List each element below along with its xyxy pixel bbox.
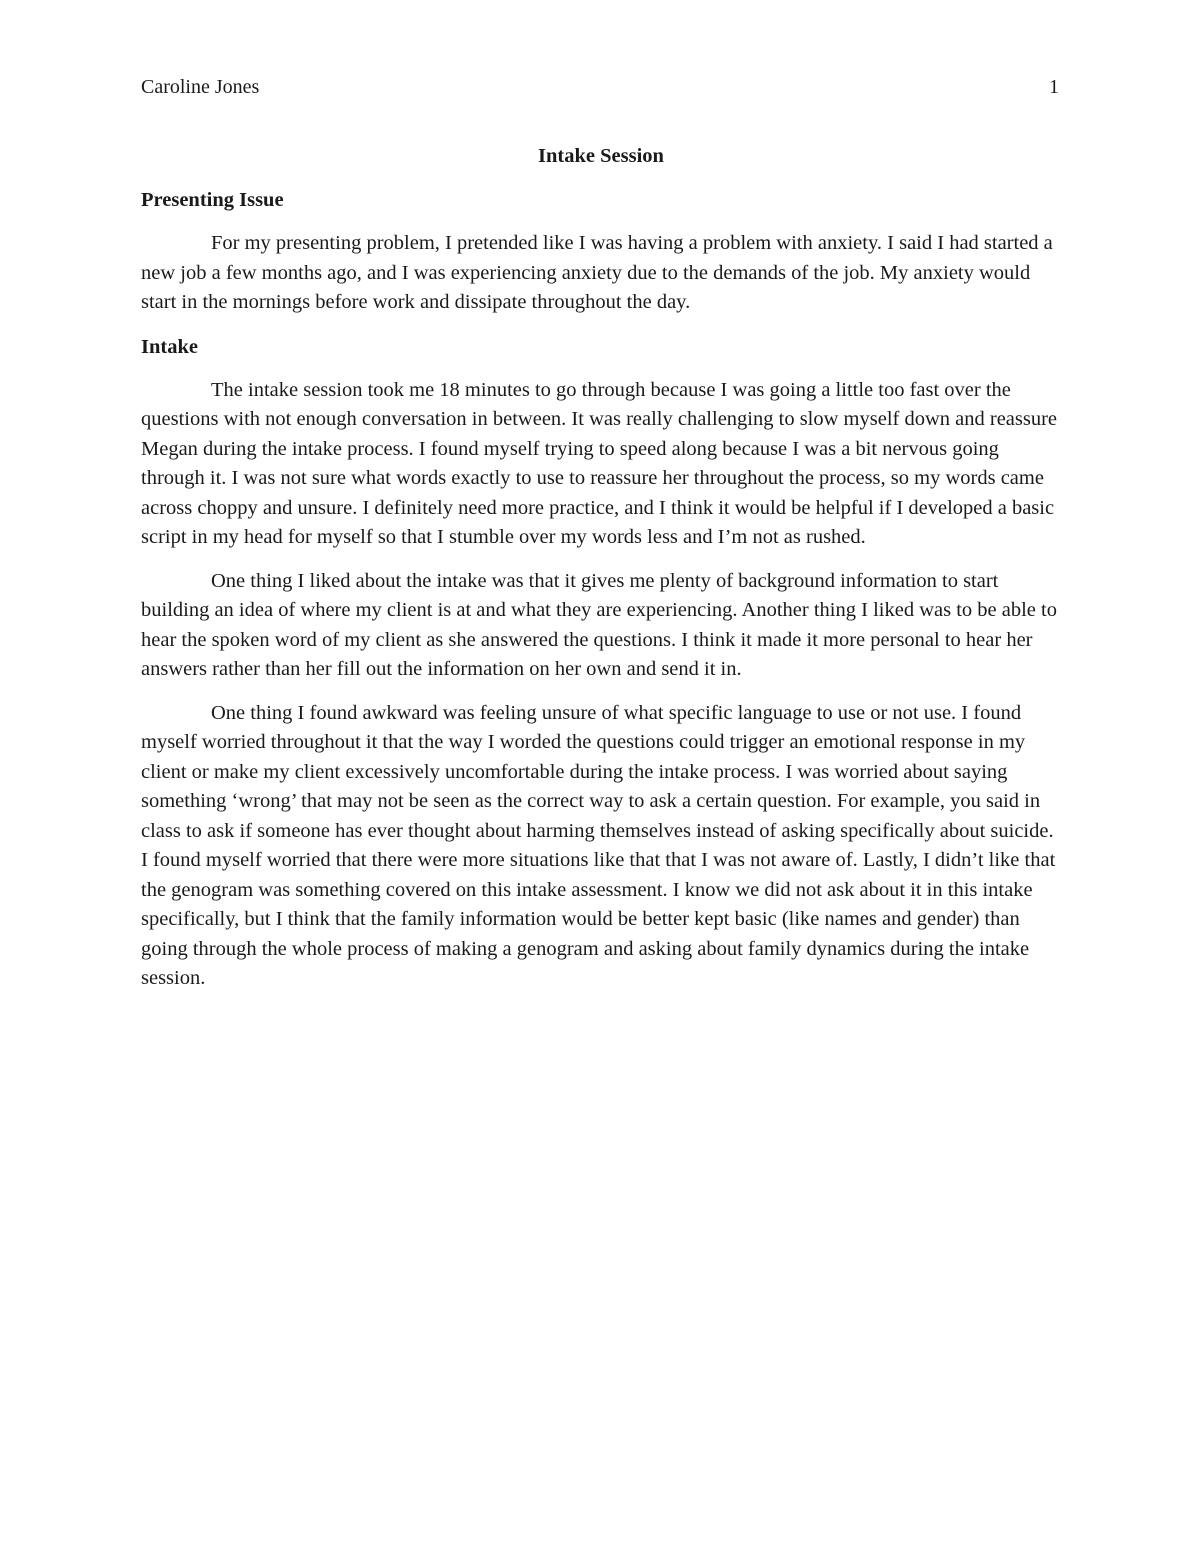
section-heading-intake: Intake bbox=[141, 335, 198, 358]
paragraph-presenting-issue: For my presenting problem, I pretended like I was having a problem with anxiety. I said I had started a new job a few months ago, and I was experiencing anxiety due to the demands of the job. My anxiety would start in the mornings before work and dissipate throughout the day. bbox=[141, 232, 1053, 313]
header-author: Caroline Jones bbox=[141, 76, 260, 98]
paragraph-intake-2: One thing I liked about the intake was that it gives me plenty of background information to start building an idea of where my client is at and what they are experiencing. Another thing I liked was to be able to hear the spoken word of my client as she answered the questions. I think it made it more personal to hear her answers rather than her fill out the information on her own and send it in. bbox=[141, 569, 1057, 680]
page-header bbox=[141, 72, 1059, 102]
header-page-number: 1 bbox=[1049, 76, 1059, 98]
paragraph-intake-3: One thing I found awkward was feeling unsure of what specific language to use or not use. I found myself worried throughout it that the way I worded the questions could trigger an emotional response in my client or make my client excessively uncomfortable during the intake process. I was worried about saying something ‘wrong’ that may not be seen as the correct way to ask a certain question. For example, you said in class to ask if someone has ever thought about harming themselves instead of asking specifically about suicide. I found myself worried that there were more situations like that that I was not aware of. Lastly, I didn’t like that the genogram was something covered on this intake assessment. I know we did not ask about it in this intake specifically, but I think that the family information would be better kept basic (like names and gender) than going through the whole process of making a genogram and asking about family dynamics during the intake session. bbox=[141, 701, 1056, 989]
paragraph-intake-1: The intake session took me 18 minutes to go through because I was going a little too fast over the questions with not enough conversation in between. It was really challenging to slow myself down and reassure Megan during the intake process. I found myself trying to speed along because I was a bit nervous going through it. I was not sure what words exactly to use to reassure her throughout the process, so my words came across choppy and unsure. I definitely need more practice, and I think it would be helpful if I developed a basic script in my head for myself so that I stumble over my words less and I’m not as rushed. bbox=[141, 378, 1058, 548]
document-body bbox=[141, 141, 1061, 1008]
section-heading-presenting-issue: Presenting Issue bbox=[141, 189, 284, 211]
document-title: Intake Session bbox=[538, 145, 664, 167]
